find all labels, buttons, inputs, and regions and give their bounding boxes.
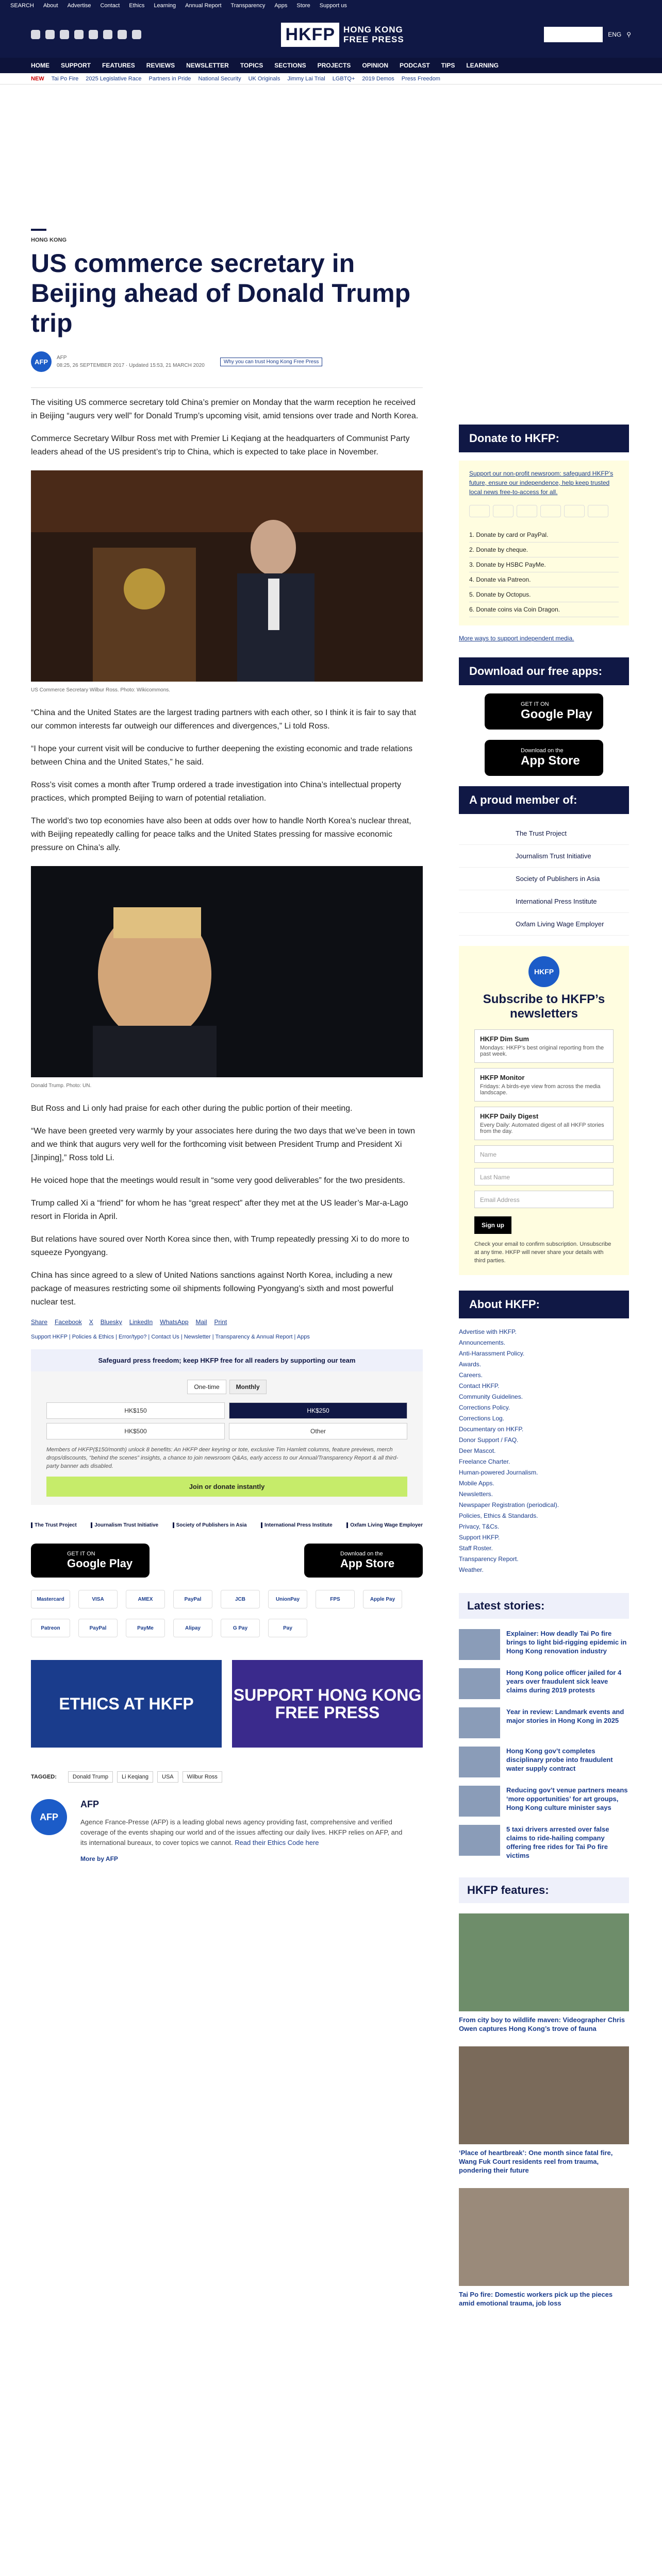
search-icon[interactable]: ⚲ bbox=[626, 31, 631, 38]
share-mail[interactable]: Mail bbox=[195, 1318, 207, 1326]
story-title[interactable]: Hong Kong police officer jailed for 4 years over fraudulent sick leave claims during 2019 protests bbox=[506, 1669, 622, 1694]
instagram-icon[interactable] bbox=[60, 30, 69, 39]
amount-option[interactable]: HK$150 bbox=[46, 1402, 225, 1419]
trending-link[interactable]: Jimmy Lai Trial bbox=[287, 75, 325, 82]
google-play-button[interactable] bbox=[485, 693, 603, 730]
facebook-icon[interactable] bbox=[31, 30, 40, 39]
author-avatar[interactable]: AFP bbox=[31, 1799, 67, 1835]
apple-pay-icon: Apple Pay bbox=[363, 1590, 402, 1608]
feature-story[interactable] bbox=[459, 1913, 629, 2033]
topbar-link[interactable]: Apps bbox=[274, 3, 288, 9]
about-link[interactable]: Staff Roster. bbox=[459, 1545, 493, 1552]
author-bio: Agence France-Presse (AFP) is a leading global news agency providing fast, comprehensive and verified coverage of the events shaping our world and of the issues affecting our daily lives. HKFP relies on AFP, and its international bureaux, to cover topics we cannot. bbox=[80, 1818, 403, 1846]
unionpay-icon bbox=[588, 505, 608, 517]
member-title: A proud member of: bbox=[459, 786, 629, 814]
about-link[interactable]: Privacy, T&Cs. bbox=[459, 1523, 500, 1530]
author-box bbox=[31, 1799, 423, 1862]
paragraph: But Ross and Li only had praise for each other during the public portion of their meeting. bbox=[31, 1104, 353, 1113]
byline bbox=[31, 351, 423, 372]
amex-icon bbox=[517, 505, 537, 517]
newsletter-option-title: HKFP Daily Digest bbox=[480, 1112, 539, 1120]
latest-story[interactable] bbox=[459, 1668, 629, 1699]
paragraph: The world’s two top economies have also been at odds over how to handle North Korea’s nuclear threat, with Beijing repeatedly calling for peace talks and the United States pressing for massive economic pressure on China’s ally. bbox=[31, 817, 411, 852]
telegram-icon[interactable] bbox=[103, 30, 112, 39]
jcb-icon bbox=[564, 505, 585, 517]
about-link[interactable]: Human-powered Journalism. bbox=[459, 1469, 538, 1476]
trending-link[interactable]: Press Freedom bbox=[401, 75, 440, 82]
fps-icon: FPS bbox=[316, 1590, 355, 1608]
about-link[interactable]: Donor Support / FAQ. bbox=[459, 1436, 519, 1444]
trending-link[interactable]: 2019 Demos bbox=[362, 75, 394, 82]
donate-panel bbox=[459, 461, 629, 625]
features-title: HKFP features: bbox=[459, 1877, 629, 1903]
masthead bbox=[0, 11, 662, 58]
gpay-icon: G Pay bbox=[221, 1619, 260, 1637]
ipi-logo[interactable]: International Press Institute bbox=[459, 890, 629, 913]
newsletter-title: Subscribe to HKFP’s newsletters bbox=[483, 992, 605, 1021]
latest-story[interactable] bbox=[459, 1786, 629, 1817]
share-label: Share bbox=[31, 1318, 48, 1326]
paragraph: China has since agreed to a slew of United Nations sanctions against North Korea, including a new package of measures restricting some oil shipments following Pyongyang’s sixth and most powerful nuclear test. bbox=[31, 1271, 394, 1307]
share-whatsapp[interactable]: WhatsApp bbox=[160, 1318, 189, 1326]
store-small-text: GET IT ON bbox=[521, 701, 549, 707]
store-small-text: Download on the bbox=[521, 748, 564, 754]
donate-link[interactable]: Support our non-profit newsroom: safeguard HKFP’s future, ensure our independence, help keep trusted local news free-to-access for all. bbox=[469, 470, 614, 496]
topbar-link[interactable]: Learning bbox=[154, 3, 176, 9]
donate-method[interactable]: 2. Donate by cheque. bbox=[469, 543, 619, 557]
paypal-icon: PayPal bbox=[78, 1619, 118, 1637]
rss-icon[interactable] bbox=[132, 30, 141, 39]
topbar-link[interactable]: Annual Report bbox=[185, 3, 222, 9]
latest-title: Latest stories: bbox=[459, 1593, 629, 1619]
article-title: US commerce secretary in Beijing ahead of Donald Trump trip bbox=[31, 249, 411, 337]
tag[interactable]: Donald Trump bbox=[68, 1771, 113, 1783]
about-link[interactable]: Policies, Ethics & Standards. bbox=[459, 1512, 538, 1519]
hkfp-logo[interactable] bbox=[281, 23, 404, 47]
tags bbox=[31, 1771, 423, 1783]
latest-story[interactable] bbox=[459, 1629, 629, 1660]
paragraph: Trump called Xi a “friend” for whom he has “great respect” after they met at the US leader’s Mar-a-Lago resort in Florida in April. bbox=[31, 1199, 408, 1221]
ethics-banner[interactable]: ETHICS AT HKFP bbox=[31, 1660, 222, 1748]
article-date: 08:25, 26 SEPTEMBER 2017 · Updated 15:53, 21 MARCH 2020 bbox=[57, 363, 205, 368]
topbar-link[interactable]: SEARCH bbox=[10, 3, 34, 9]
sopa-logo[interactable]: Society of Publishers in Asia bbox=[173, 1522, 247, 1528]
trust-link[interactable]: Why you can trust Hong Kong Free Press bbox=[220, 358, 323, 366]
store-name: Google Play bbox=[67, 1557, 133, 1570]
about-link[interactable]: Advertise with HKFP. bbox=[459, 1328, 517, 1335]
store-name: App Store bbox=[340, 1557, 395, 1570]
visa-icon bbox=[493, 505, 514, 517]
mastercard-icon bbox=[469, 505, 490, 517]
donate-method[interactable]: 1. Donate by card or PayPal. bbox=[469, 528, 619, 543]
paypal-icon bbox=[540, 505, 561, 517]
trust-project-logo[interactable]: The Trust Project bbox=[459, 822, 629, 845]
photo-caption: US Commerce Secretary Wilbur Ross. Photo: Wikicommons. bbox=[31, 687, 171, 693]
topbar-link[interactable]: Transparency bbox=[230, 3, 266, 9]
newsletter-option[interactable] bbox=[474, 1068, 614, 1101]
about-link[interactable]: Anti-Harassment Policy. bbox=[459, 1350, 525, 1357]
author-avatar[interactable]: AFP bbox=[31, 351, 52, 372]
email-icon[interactable] bbox=[118, 30, 127, 39]
pay-icon: Pay bbox=[268, 1619, 307, 1637]
latest-story[interactable] bbox=[459, 1747, 629, 1777]
about-link[interactable]: Deer Mascot. bbox=[459, 1447, 496, 1454]
newsletter-option-desc: Every Daily: Automated digest of all HKFP stories from the day. bbox=[480, 1122, 604, 1134]
article-footer-links[interactable]: Support HKFP | Policies & Ethics | Error/typo? | Contact Us | Newsletter | Transparency & Annual Report | Apps bbox=[31, 1334, 310, 1340]
tab-monthly[interactable]: Monthly bbox=[229, 1380, 267, 1394]
tab-one-time[interactable]: One-time bbox=[187, 1380, 226, 1394]
about-link[interactable]: Announcements. bbox=[459, 1339, 506, 1346]
paragraph: “I hope your current visit will be conducive to further deepening the existing economic and trade relations between China and the United States,” he said. bbox=[31, 744, 412, 767]
paragraph: Commerce Secretary Wilbur Ross met with Premier Li Keqiang at the headquarters of Communist Party leaders ahead of the US president’s trip to China, which is expected to take place in November. bbox=[31, 434, 410, 456]
nav-item[interactable]: TOPICS bbox=[240, 62, 263, 69]
feature-image bbox=[459, 2188, 629, 2286]
newsletter-option-title: HKFP Dim Sum bbox=[480, 1035, 529, 1043]
feature-title[interactable]: ‘Place of heartbreak’: One month since fatal fire, Wang Fuk Court residents reel from trauma, pondering their future bbox=[459, 2149, 613, 2174]
topbar-link[interactable]: Contact bbox=[100, 3, 120, 9]
topbar-link[interactable]: Store bbox=[296, 3, 310, 9]
story-thumbnail bbox=[459, 1825, 500, 1856]
newsletter-signup bbox=[459, 946, 629, 1275]
main-nav bbox=[0, 58, 662, 73]
paragraph: The visiting US commerce secretary told China’s premier on Monday that the warm reception he received in Beijing “augurs very well” for Donald Trump’s upcoming visit, amid tensions over trade and North Korea. bbox=[31, 398, 419, 420]
photo-caption: Donald Trump. Photo: UN. bbox=[31, 1083, 92, 1089]
amount-option[interactable]: HK$250 bbox=[229, 1402, 407, 1419]
nav-item[interactable]: FEATURES bbox=[102, 62, 135, 69]
support-banner[interactable]: SUPPORT HONG KONG FREE PRESS bbox=[232, 1660, 423, 1748]
share-linkedin[interactable]: LinkedIn bbox=[129, 1318, 153, 1326]
last-name-input[interactable]: Last Name bbox=[474, 1168, 614, 1185]
trending-link[interactable]: National Security bbox=[198, 75, 241, 82]
support-button[interactable]: SUPPORT HKFP bbox=[544, 27, 603, 42]
topbar-link[interactable]: Support us bbox=[319, 3, 347, 9]
story-title[interactable]: Explainer: How deadly Tai Po fire brings to light bid-rigging epidemic in Hong Kong renovation industry bbox=[506, 1630, 627, 1655]
social-icons bbox=[31, 30, 141, 39]
about-link[interactable]: Corrections Log. bbox=[459, 1415, 505, 1422]
nav-item[interactable]: LEARNING bbox=[466, 62, 499, 69]
donald-trump-photo bbox=[31, 866, 423, 1077]
latest-story[interactable] bbox=[459, 1825, 629, 1860]
name-input[interactable]: Name bbox=[474, 1145, 614, 1163]
jti-logo[interactable]: Journalism Trust Initiative bbox=[459, 845, 629, 868]
feature-story[interactable] bbox=[459, 2188, 629, 2308]
hkfp-icon: HKFP bbox=[528, 956, 559, 987]
story-title[interactable]: 5 taxi drivers arrested over false claims to ride-hailing company offering free rides for Tai Po fire victims bbox=[506, 1825, 609, 1859]
about-link[interactable]: Support HKFP. bbox=[459, 1534, 500, 1541]
amount-option[interactable]: HK$500 bbox=[46, 1423, 225, 1439]
section-label[interactable]: HONG KONG bbox=[31, 237, 67, 243]
amount-option[interactable]: Other bbox=[229, 1423, 407, 1439]
feature-title[interactable]: From city boy to wildlife maven: Videographer Chris Owen captures Hong Kong’s trove of fauna bbox=[459, 2016, 625, 2032]
nav-item[interactable]: OPINION bbox=[362, 62, 388, 69]
about-link[interactable]: Transparency Report. bbox=[459, 1555, 519, 1563]
logo-mark: HKFP bbox=[281, 23, 339, 47]
share-x[interactable]: X bbox=[89, 1318, 93, 1326]
newsletter-option-desc: Fridays: A birds-eye view from across the media landscape. bbox=[480, 1083, 601, 1096]
story-title[interactable]: Hong Kong gov’t completes disciplinary probe into fraudulent water supply contract bbox=[506, 1747, 613, 1772]
youtube-icon[interactable] bbox=[89, 30, 98, 39]
nav-item[interactable]: PODCAST bbox=[399, 62, 430, 69]
trust-project-logo[interactable]: The Trust Project bbox=[31, 1522, 77, 1528]
about-link[interactable]: Newspaper Registration (periodical). bbox=[459, 1501, 559, 1509]
donate-method[interactable]: 5. Donate by Octopus. bbox=[469, 587, 619, 602]
signup-button[interactable]: Sign up bbox=[474, 1216, 511, 1234]
trending-link[interactable]: LGBTQ+ bbox=[332, 75, 355, 82]
feature-story[interactable] bbox=[459, 2046, 629, 2175]
tag[interactable]: USA bbox=[157, 1771, 178, 1783]
donate-widget bbox=[31, 1371, 423, 1505]
article bbox=[31, 229, 423, 1862]
about-link[interactable]: Corrections Policy. bbox=[459, 1404, 510, 1411]
latest-story[interactable] bbox=[459, 1707, 629, 1738]
nav-item[interactable]: SECTIONS bbox=[274, 62, 306, 69]
author-name[interactable]: AFP bbox=[57, 355, 67, 361]
apps-title: Download our free apps: bbox=[459, 657, 629, 685]
donate-method[interactable]: 6. Donate coins via Coin Dragon. bbox=[469, 602, 619, 617]
paragraph: But relations have soured over North Korea since then, with Trump repeatedly pressing Xi to do more to squeeze Pyongyang. bbox=[31, 1235, 409, 1257]
email-input[interactable]: Email Address bbox=[474, 1191, 614, 1208]
newsletter-option-desc: Mondays: HKFP’s best original reporting from the past week. bbox=[480, 1045, 604, 1057]
newsletter-option-title: HKFP Monitor bbox=[480, 1074, 525, 1081]
jti-logo[interactable]: Journalism Trust Initiative bbox=[91, 1522, 158, 1528]
donate-title: Donate to HKFP: bbox=[459, 425, 629, 452]
nav-item[interactable]: TIPS bbox=[441, 62, 455, 69]
new-badge: NEW bbox=[31, 75, 44, 82]
share-print[interactable]: Print bbox=[214, 1318, 227, 1326]
about-link[interactable]: Community Guidelines. bbox=[459, 1393, 523, 1400]
topbar-link[interactable]: Ethics bbox=[129, 3, 145, 9]
about-links bbox=[459, 1327, 629, 1575]
store-name: App Store bbox=[521, 754, 580, 768]
nav-item[interactable]: HOME bbox=[31, 62, 49, 69]
about-link[interactable]: Documentary on HKFP. bbox=[459, 1426, 524, 1433]
join-button[interactable]: Join or donate instantly bbox=[46, 1477, 407, 1497]
patreon-icon: Patreon bbox=[31, 1619, 70, 1637]
about-title: About HKFP: bbox=[459, 1291, 629, 1318]
store-small-text: GET IT ON bbox=[67, 1551, 95, 1557]
alipay-icon: Alipay bbox=[173, 1619, 212, 1637]
about-link[interactable]: Freelance Charter. bbox=[459, 1458, 510, 1465]
tag[interactable]: Li Keqiang bbox=[117, 1771, 153, 1783]
tags-label: TAGGED: bbox=[31, 1774, 57, 1780]
app-store-button[interactable] bbox=[485, 740, 603, 776]
visa-icon: VISA bbox=[78, 1590, 118, 1608]
membership-note: Members of HKFP($150/month) unlock 8 benefits: An HKFP deer keyring or tote, exclusive Tim Hamlett columns, feature previews, merch drops/discounts, “behind the scenes” insights, a chance to join newsroom Q&As, early access to our Annual/Transparency Report & all third-party banner ads disabled. bbox=[46, 1447, 399, 1469]
story-thumbnail bbox=[459, 1668, 500, 1699]
story-thumbnail bbox=[459, 1707, 500, 1738]
about-link[interactable]: Awards. bbox=[459, 1361, 482, 1368]
share-facebook[interactable]: Facebook bbox=[55, 1318, 82, 1326]
newsletter-option[interactable] bbox=[474, 1029, 614, 1063]
oxfam-logo[interactable]: Oxfam Living Wage Employer bbox=[346, 1522, 423, 1528]
more-by-author[interactable]: More by AFP bbox=[80, 1855, 118, 1862]
newsletter-option[interactable] bbox=[474, 1107, 614, 1140]
more-ways-link[interactable]: More ways to support independent media. bbox=[459, 635, 574, 642]
store-small-text: Download on the bbox=[340, 1551, 383, 1557]
section-dash bbox=[31, 229, 46, 231]
topbar-link[interactable]: Advertise bbox=[67, 3, 91, 9]
story-title[interactable]: Reducing gov’t venue partners means ‘more opportunities’ for art groups, Hong Kong culture minister says bbox=[506, 1786, 628, 1811]
paragraph: “We have been greeted very warmly by your associates here during the two days that we’ve been in town and we think that augurs very well for the forthcoming visit between President Trump and President Xi [Jinping],” Ross told Li. bbox=[31, 1127, 415, 1162]
about-link[interactable]: Weather. bbox=[459, 1566, 484, 1573]
app-store-button[interactable] bbox=[304, 1544, 423, 1578]
topbar-link[interactable]: About bbox=[43, 3, 58, 9]
wilbur-ross-photo bbox=[31, 470, 423, 682]
about-link[interactable]: Newsletters. bbox=[459, 1490, 493, 1498]
paragraph: Ross’s visit comes a month after Trump ordered a trade investigation into China’s intellectual property practices, which prompted Beijing to warn of potential retaliation. bbox=[31, 781, 401, 803]
oxfam-logo[interactable]: Oxfam Living Wage Employer bbox=[459, 913, 629, 936]
payment-methods-row bbox=[31, 1619, 423, 1637]
feature-image bbox=[459, 2046, 629, 2144]
about-link[interactable]: Mobile Apps. bbox=[459, 1480, 494, 1487]
feature-image bbox=[459, 1913, 629, 2011]
jcb-icon: JCB bbox=[221, 1590, 260, 1608]
trending-link[interactable]: UK Originals bbox=[248, 75, 280, 82]
unionpay-icon: UnionPay bbox=[268, 1590, 307, 1608]
ethics-code-link[interactable]: Read their Ethics Code here bbox=[235, 1839, 319, 1846]
logo-line1: HONG KONG bbox=[343, 25, 403, 35]
story-thumbnail bbox=[459, 1747, 500, 1777]
donate-method[interactable]: 4. Donate via Patreon. bbox=[469, 572, 619, 587]
sopa-logo[interactable]: Society of Publishers in Asia bbox=[459, 868, 629, 890]
language-selector[interactable]: ENG bbox=[608, 31, 622, 38]
trending-link[interactable]: Tai Po Fire bbox=[51, 75, 79, 82]
payme-icon: PayMe bbox=[126, 1619, 165, 1637]
trending-link[interactable]: Partners in Pride bbox=[148, 75, 191, 82]
amex-icon: AMEX bbox=[126, 1590, 165, 1608]
about-link[interactable]: Contact HKFP. bbox=[459, 1382, 500, 1389]
feature-title[interactable]: Tai Po fire: Domestic workers pick up the pieces amid emotional trauma, job loss bbox=[459, 2291, 613, 2307]
donate-method[interactable]: 3. Donate by HSBC PayMe. bbox=[469, 557, 619, 572]
newsletter-disclaimer: Check your email to confirm subscription. Unsubscribe at any time. HKFP will never share your details with third parties. bbox=[474, 1241, 611, 1264]
top-utility-bar bbox=[0, 0, 662, 11]
nav-item[interactable]: SUPPORT bbox=[61, 62, 91, 69]
mastercard-icon: Mastercard bbox=[31, 1590, 70, 1608]
about-link[interactable]: Careers. bbox=[459, 1371, 483, 1379]
share-bar bbox=[31, 1318, 423, 1326]
bluesky-icon[interactable] bbox=[74, 30, 84, 39]
nav-item[interactable]: REVIEWS bbox=[146, 62, 175, 69]
x-icon[interactable] bbox=[45, 30, 55, 39]
logo-line2: FREE PRESS bbox=[343, 35, 404, 44]
nav-item[interactable]: NEWSLETTER bbox=[186, 62, 229, 69]
paragraph: He voiced hope that the meetings would result in “some very good deliverables” for the two presidents. bbox=[31, 1176, 405, 1185]
paypal-icon: PayPal bbox=[173, 1590, 212, 1608]
sidebar bbox=[459, 425, 629, 2321]
share-bluesky[interactable]: Bluesky bbox=[100, 1318, 122, 1326]
ipi-logo[interactable]: International Press Institute bbox=[261, 1522, 333, 1528]
author-name[interactable]: AFP bbox=[80, 1799, 99, 1809]
story-thumbnail bbox=[459, 1786, 500, 1817]
trending-bar bbox=[0, 73, 662, 84]
trending-link[interactable]: 2025 Legislative Race bbox=[86, 75, 142, 82]
donate-banner[interactable]: Safeguard press freedom; keep HKFP free for all readers by supporting our team bbox=[31, 1349, 423, 1371]
tag[interactable]: Wilbur Ross bbox=[183, 1771, 222, 1783]
nav-item[interactable]: PROJECTS bbox=[317, 62, 351, 69]
partner-logos bbox=[31, 1522, 423, 1528]
google-play-button[interactable] bbox=[31, 1544, 150, 1578]
store-name: Google Play bbox=[521, 707, 592, 721]
paragraph: “China and the United States are the largest trading partners with each other, so I think it is fair to say that our common interests far outweigh our differences and divergences,” Li told Ross. bbox=[31, 708, 417, 731]
story-title[interactable]: Year in review: Landmark events and major stories in Hong Kong in 2025 bbox=[506, 1708, 624, 1724]
story-thumbnail bbox=[459, 1629, 500, 1660]
payment-methods-row bbox=[31, 1590, 423, 1608]
